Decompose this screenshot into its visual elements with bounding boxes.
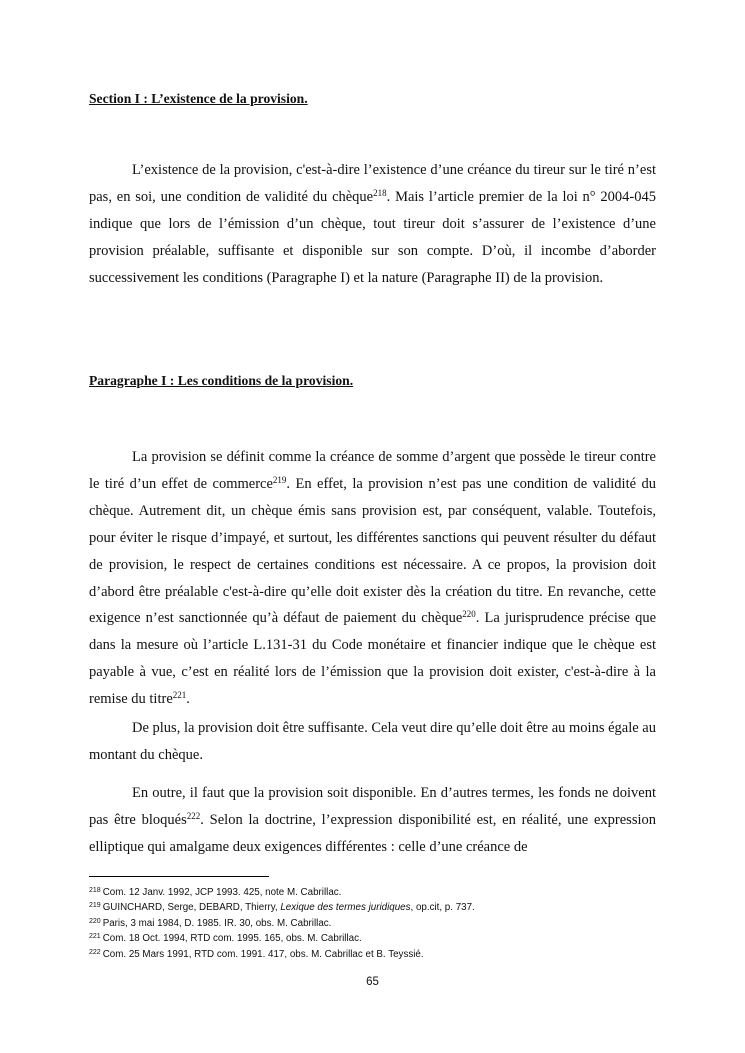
footnote-ref-220[interactable]: 220 [462,609,476,620]
footnote-ref-219[interactable]: 219 [272,474,287,485]
footnote: $^{219}$ GUINCHARD, Serge, DEBARD, Thierry, Lexique des termes juridiques, op.cit, p. 737. [89,902,475,914]
footnote: $^{221}$ Com. 18 Oct. 1994, RTD com. 1995. 165, obs. M. Cabrillac. [89,933,362,945]
footnote-ref-221[interactable]: 221 [172,690,187,701]
body-paragraph-4: En outre, il faut que la provision soit disponible. En d’autres termes, les fonds ne doivent pas être bloqués$^{222}$. Selon la doctrine, l’expression disponibilité est, en réalité, une expression elliptique qui amalgame deux exigences différentes : celle d’une créance de [89,785,656,855]
body-paragraph-1: L’existence de la provision, c'est-à-dire l’existence d’une créance du tireur sur le tiré n’est pas, en soi, une condition de validité du chèque$^{218}$. Mais l’article premier de la loi n° 2004-045 indique que lors de l’émission d’un chèque, tout tireur doit s’assurer de l’existence d’une provision préalable, suffisante et disponible sur son compte. D’où, il incombe d’aborder successivement les conditions (Paragraphe I) et la nature (Paragraphe II) de la provision. [89,162,656,286]
footnote-ref-218[interactable]: 218 [373,187,387,198]
footnote-separator [89,876,269,877]
footnote: $^{218}$ Com. 12 Janv. 1992, JCP 1993. 425, note M. Cabrillac. [89,887,342,898]
footnote: $^{220}$ Paris, 3 mai 1984, D. 1985. IR. 30, obs. M. Cabrillac. [89,917,332,929]
footnote-ref-222[interactable]: 222 [186,810,201,821]
page-number: 65 [366,976,379,988]
section-heading: Section I : L’existence de la provision. [89,91,308,106]
footnotes [89,885,689,962]
footnote: $^{222}$ Com. 25 Mars 1991, RTD com. 1991. 417, obs. M. Cabrillac et B. Teyssié. [89,948,424,960]
paragraph-heading: Paragraphe I : Les conditions de la provision. [89,373,354,388]
body-paragraph-3: De plus, la provision doit être suffisante. Cela veut dire qu’elle doit être au moins égale au montant du chèque. [89,720,656,763]
body-paragraph-2: La provision se définit comme la créance de somme d’argent que possède le tireur contre le tiré d’un effet de commerce$^{219}$. En effet, la provision n’est pas une condition de validité du chèque. Autrement dit, un chèque émis sans provision est, par conséquent, valable. Toutefois, pour éviter le risque d’impayé, et surtout, les différentes sanctions qui peuvent résulter du défaut de provision, le respect de certaines conditions est nécessaire. A ce propos, la provision doit d’abord être préalable c'est-à-dire qu’elle doit exister dès la création du titre. En revanche, cette exigence n’est sanctionnée qu’à défaut de paiement du chèque$^{220}$. La jurisprudence précise que dans la mesure où l’article L.131-31 du Code monétaire et financier indique que le chèque est payable à vue, c’est en réalité lors de l’émission que la provision doit exister, c'est-à-dire à la remise du titre$^{221}$. [89,449,657,708]
